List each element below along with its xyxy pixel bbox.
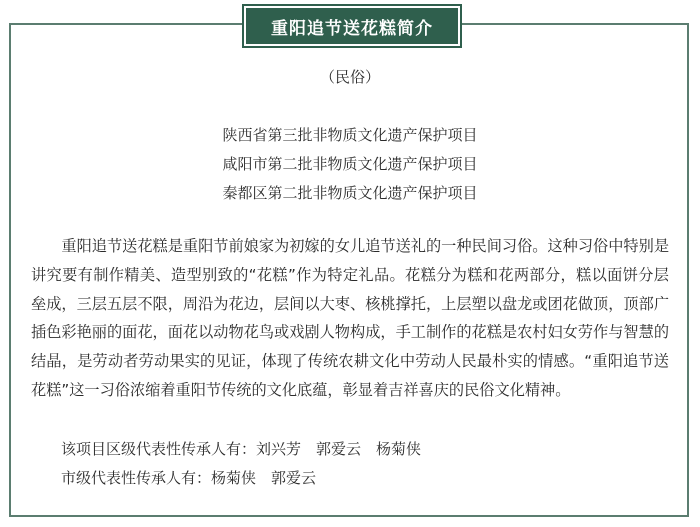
project-city: 咸阳市第二批非物质文化遗产保护项目 [222, 155, 478, 173]
description-paragraph: 重阳追节送花糕是重阳节前娘家为初嫁的女儿追节送礼的一种民间习俗。这种习俗中特别是讲究要有制作精美、造型别致的“花糕”作为特定礼品。花糕分为糕和花两部分，糕以面饼分层垒成，三层五层不限，周沿为花边，层间以大枣、核桃撑托，上层塑以盘龙或团花做顶，顶部广插色彩艳丽的面花，面花以动物花鸟或戏剧人物构成，手工制作的花糕是农村妇女劳作与智慧的结晶，是劳动者劳动果实的见证，体现了传统农耕文化中劳动人民最朴实的情感。“重阳追节送花糕”这一习俗浓缩着重阳节传统的文化底蕴，彰显着吉祥喜庆的民俗文化精神。 [31, 237, 669, 399]
category-label: （民俗） [319, 68, 380, 86]
project-district: 秦都区第二批非物质文化遗产保护项目 [222, 184, 478, 202]
title-banner [244, 6, 460, 46]
project-provincial: 陕西省第三批非物质文化遗产保护项目 [222, 126, 478, 144]
city-heirs: 市级代表性传承人有：杨菊侠 郭爱云 [61, 469, 317, 487]
project-list [0, 121, 700, 208]
district-heirs: 该项目区级代表性传承人有：刘兴芳 郭爱云 杨菊侠 [61, 440, 422, 458]
page-title: 重阳追节送花糕简介 [271, 18, 433, 39]
